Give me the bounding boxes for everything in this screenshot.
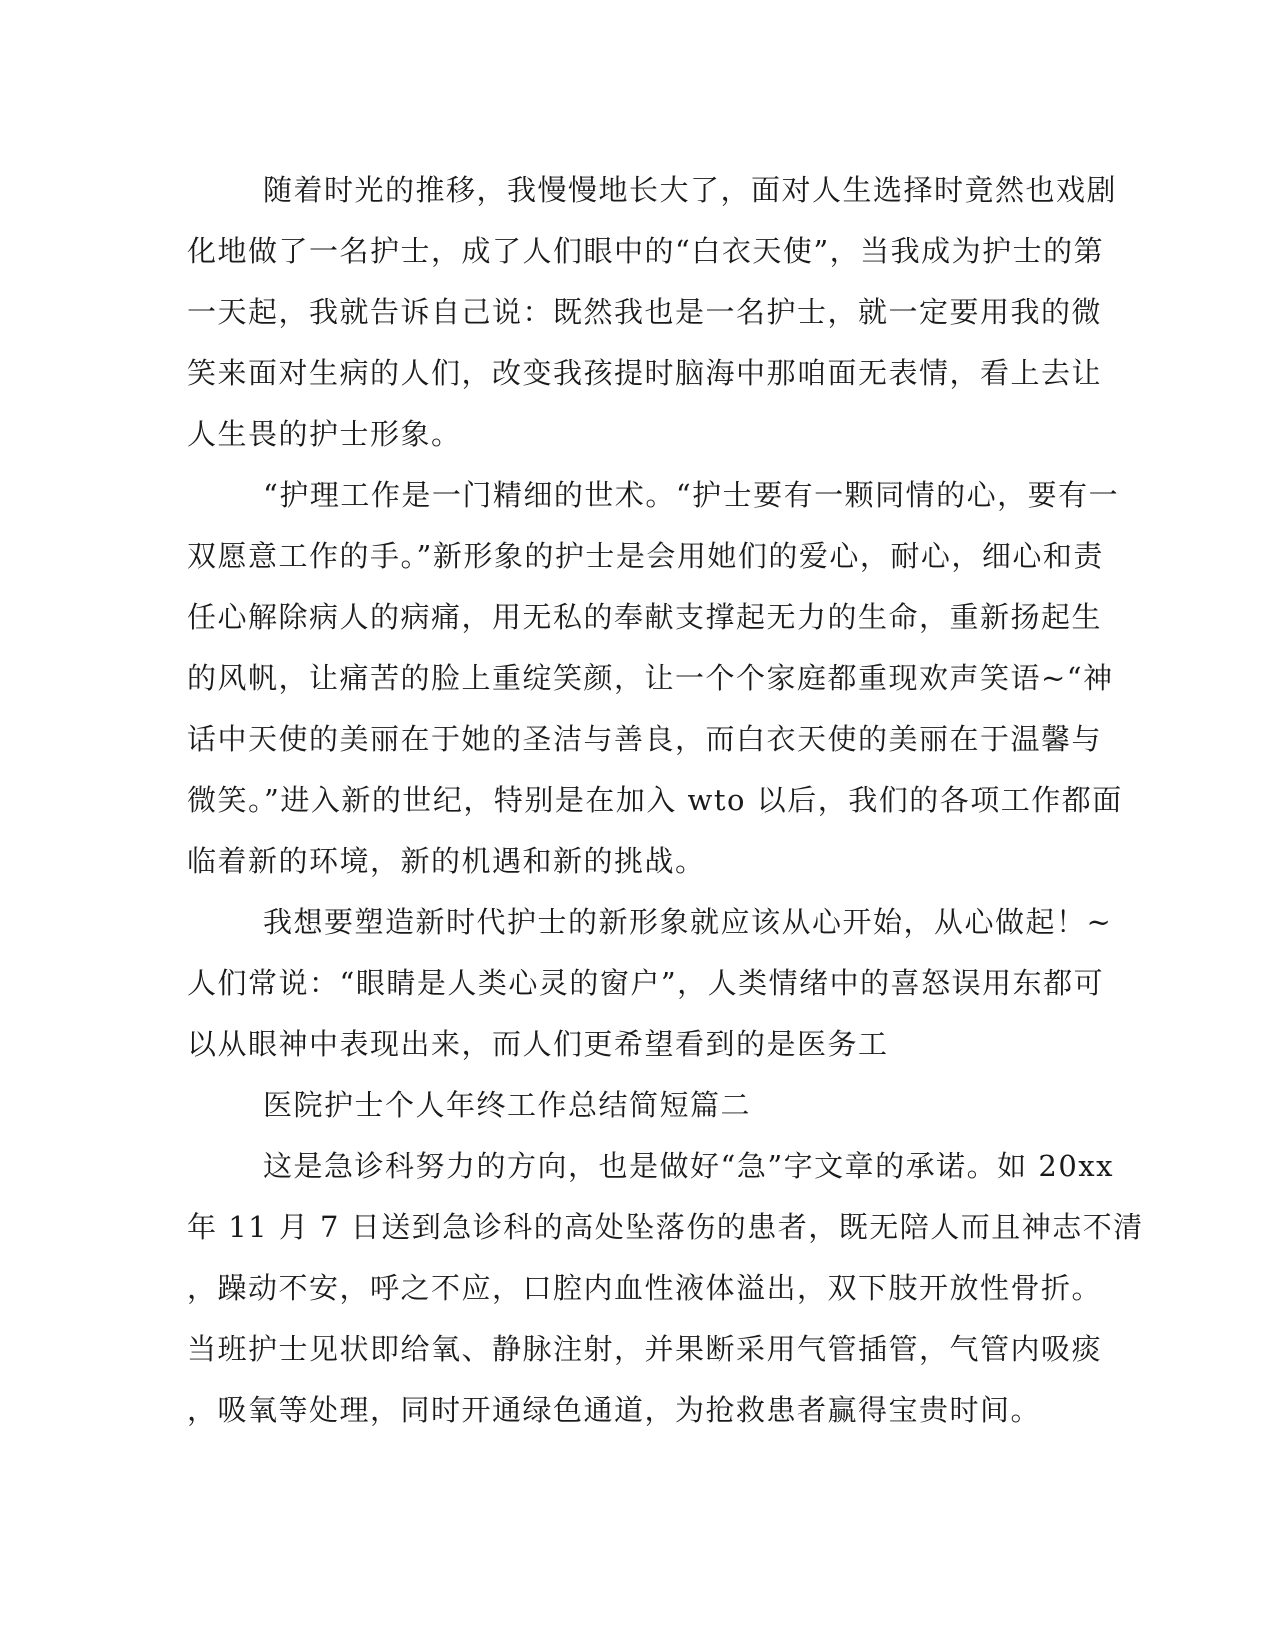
text-line: 我想要塑造新时代护士的新形象就应该从心开始，从心做起！~ [263,905,1113,939]
text-line: 当班护士见状即给氧、静脉注射，并果断采用气管插管，气管内吸痰 [187,1332,1103,1366]
section-heading: 医院护士个人年终工作总结简短篇二 [263,1088,752,1122]
text-line: 人们常说：“眼睛是人类心灵的窗户”，人类情绪中的喜怒误用东都可 [187,966,1105,1000]
text-line: 年 11 月 7 日送到急诊科的高处坠落伤的患者，既无陪人而且神志不清 [187,1210,1144,1244]
text-line: 以从眼神中表现出来，而人们更希望看到的是医务工 [187,1027,889,1061]
text-line: ，躁动不安，呼之不应，口腔内血性液体溢出，双下肢开放性骨折。 [187,1271,1103,1305]
text-line: 随着时光的推移，我慢慢地长大了，面对人生选择时竟然也戏剧 [263,173,1118,207]
text-line: 人生畏的护士形象。 [187,417,462,451]
text-line: 任心解除病人的病痛，用无私的奉献支撑起无力的生命，重新扬起生 [187,600,1103,634]
text-line: 临着新的环境，新的机遇和新的挑战。 [187,844,706,878]
text-line: 这是急诊科努力的方向，也是做好“急”字文章的承诺。如 20xx [263,1149,1114,1183]
text-line: 微笑。”进入新的世纪，特别是在加入 wto 以后，我们的各项工作都面 [187,783,1123,817]
text-line: 的风帆，让痛苦的脸上重绽笑颜，让一个个家庭都重现欢声笑语~“神 [187,661,1114,695]
text-line: 化地做了一名护士，成了人们眼中的“白衣天使”，当我成为护士的第 [187,234,1105,268]
text-line: 双愿意工作的手。”新形象的护士是会用她们的爱心，耐心，细心和责 [187,539,1104,573]
text-line: “护理工作是一门精细的世术。“护士要有一颗同情的心，要有一 [263,478,1120,512]
text-line: ，吸氧等处理，同时开通绿色通道，为抢救患者赢得宝贵时间。 [187,1393,1042,1427]
text-line: 笑来面对生病的人们，改变我孩提时脑海中那咱面无表情，看上去让 [187,356,1103,390]
text-line: 话中天使的美丽在于她的圣洁与善良，而白衣天使的美丽在于温馨与 [187,722,1103,756]
text-line: 一天起，我就告诉自己说：既然我也是一名护士，就一定要用我的微 [187,295,1103,329]
document-body [187,160,1144,1441]
